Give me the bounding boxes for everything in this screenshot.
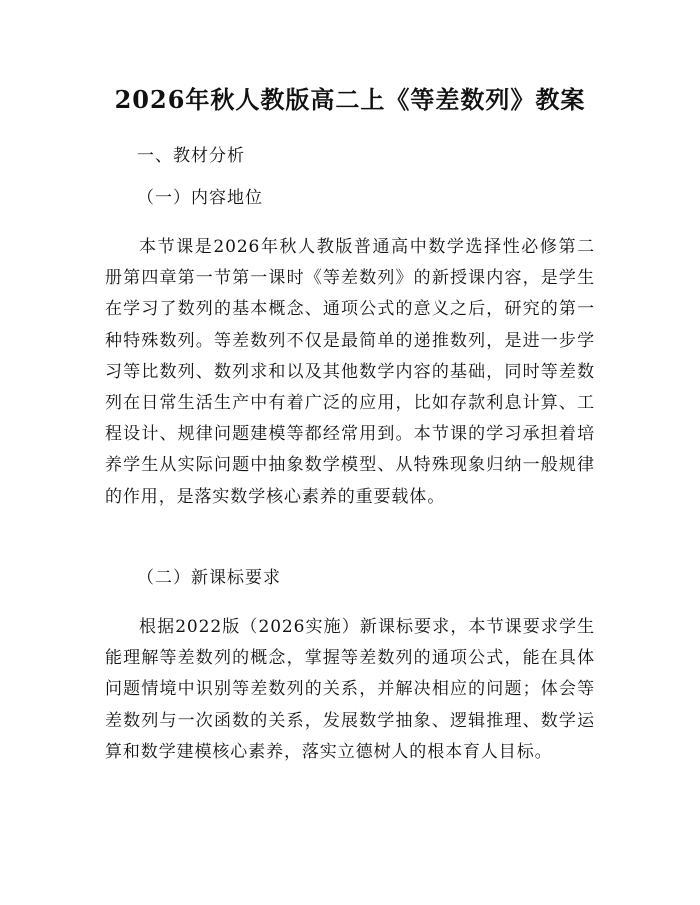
subsection-heading-curriculum-requirements: （二）新课标要求 xyxy=(137,568,281,588)
paragraph-content-position: 本节课是2026年秋人教版普通高中数学选择性必修第二册第四章第一节第一课时《等差数列》的新授课内容，是学生在学习了数列的基本概念、通项公式的意义之后，研究的第一种特殊数列。等差数列不仅是最简单的递推数列，是进一步学习等比数列、数列求和以及其他数学内容的基础，同时等差数列在日常生活生产中有着广泛的应用，比如存款利息计算、工程设计、规律问题建模等都经常用到。本节课的学习承担着培养学生从实际问题中抽象数学模型、从特殊现象归纳一般规律的作用，是落实数学核心素养的重要载体。 xyxy=(105,237,595,507)
paragraph-curriculum-requirements: 根据2022版（2026实施）新课标要求，本节课要求学生能理解等差数列的概念，掌握等差数列的通项公式，能在具体问题情境中识别等差数列的关系，并解决相应的问题；体会等差数列与一次函数的关系，发展数学抽象、逻辑推理、数学运算和数学建模核心素养，落实立德树人的根本育人目标。 xyxy=(105,617,595,762)
document-title: 2026年秋人教版高二上《等差数列》教案 xyxy=(114,85,586,114)
subsection-heading-content-position: （一）内容地位 xyxy=(137,188,263,208)
section-heading-textbook-analysis: 一、教材分析 xyxy=(137,146,245,166)
